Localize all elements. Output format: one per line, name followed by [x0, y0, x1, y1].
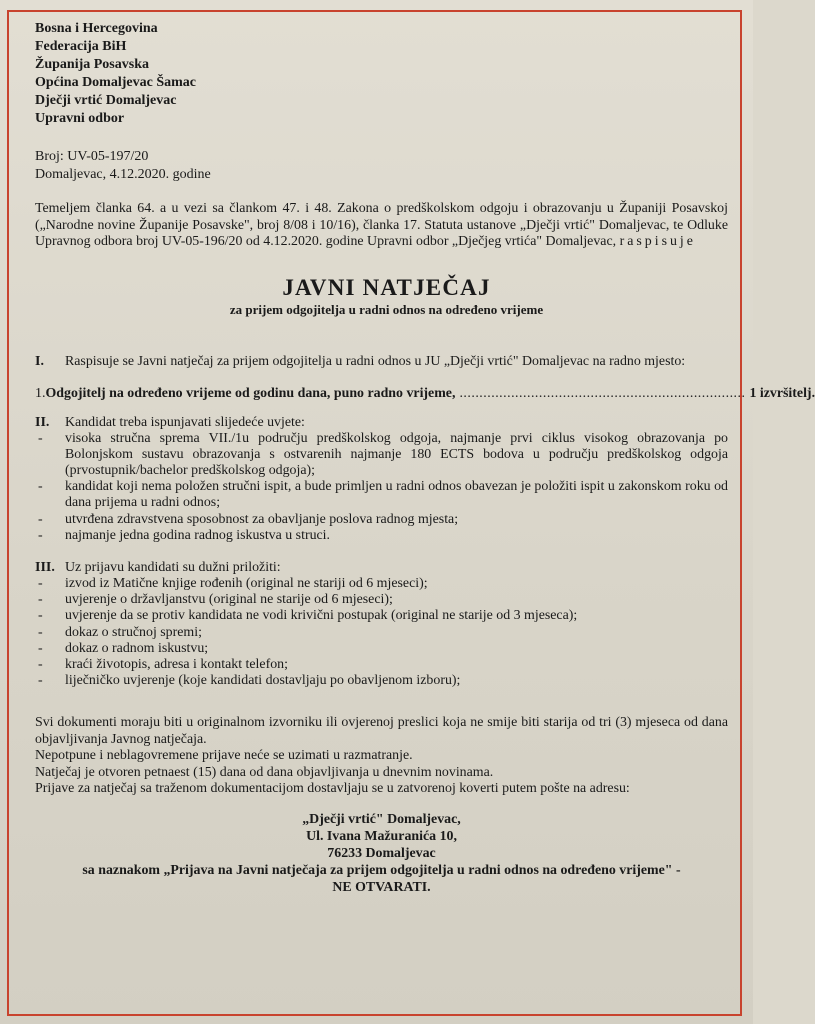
issuer-line: Upravni odbor	[35, 111, 125, 126]
mailing-address	[35, 811, 728, 896]
section-3-intro: Uz prijavu kandidati su dužni priložiti:	[65, 559, 281, 575]
requirement-item: - kandidat koji nema položen stručni ispit, a bude primljen u radni odnos obavezan je položiti ispit u zakonskom roku od dana prijema u radni odnos;	[35, 479, 728, 511]
documents-note: Svi dokumenti moraju biti u originalnom izvorniku ili ovjerenoj preslici koja ne smije biti starija od tri (3) mjeseca od dana objavljivanja Javnog natječaja.	[35, 715, 728, 747]
section-1-mark: I.	[35, 353, 44, 369]
section-1-text: Raspisuje se Javni natječaj za prijem odgojitelja u radni odnos u JU „Dječji vrtić" Domaljevac na radno mjesto:	[65, 353, 686, 369]
public-notice	[7, 10, 815, 1016]
open-period-note: Natječaj je otvoren petnaest (15) dana od dana objavljivanja u dnevnim novinama.	[35, 764, 494, 780]
attachment-item: - dokaz o stručnoj spremi;	[35, 625, 728, 641]
attachment-item: - liječničko uvjerenje (koje kandidati dostavljaju po obavljenom izboru);	[35, 673, 728, 689]
notice-subtitle: za prijem odgojitelja u radni odnos na određeno vrijeme	[229, 301, 544, 317]
section-3-mark: III.	[35, 559, 55, 575]
position-leader-dots: ........................................................................	[459, 385, 746, 401]
attachment-item: - kraći životopis, adresa i kontakt telefon;	[35, 657, 728, 673]
reference-block	[35, 148, 728, 184]
attachments-list	[35, 576, 728, 689]
closing-notes	[35, 715, 728, 798]
section-1	[35, 354, 728, 370]
submission-note: Prijave za natječaj sa traženom dokumentacijom dostavljaju se u zatvorenoj koverti putem pošte na adresu:	[35, 781, 630, 797]
requirements-list	[35, 431, 728, 544]
position-count: 1 izvršitelj.	[749, 385, 815, 401]
envelope-marking: sa naznakom „Prijava na Javni natječaja za prijem odgojitelja u radni odnos na određeno vrijeme" -	[82, 862, 681, 878]
issuer-line: Dječji vrtić Domaljevac	[35, 93, 177, 108]
section-3-heading	[35, 560, 728, 576]
issuer-line: Federacija BiH	[35, 39, 127, 54]
position-title: Odgojitelj na određeno vrijeme od godinu dana, puno radno vrijeme,	[45, 385, 456, 401]
attachment-item: - uvjerenje o državljanstvu (original ne starije od 6 mjeseci);	[35, 592, 728, 608]
notice-title: JAVNI NATJEČAJ	[282, 274, 491, 300]
position-mark: 1.	[35, 385, 46, 401]
section-2-intro: Kandidat treba ispunjavati slijedeće uvjete:	[65, 414, 305, 430]
issuer-line: Općina Domaljevac Šamac	[35, 75, 196, 90]
issuer-line: Županija Posavska	[35, 57, 149, 72]
requirement-item: - utvrđena zdravstvena sposobnost za obavljanje poslova radnog mjesta;	[35, 512, 728, 528]
preamble-text: Temeljem članka 64. a u vezi sa člankom 47. i 48. Zakona o predškolskom odgoju i obrazovanju u Županiji Posavskoj („Narodne novine Županije Posavske", broj 8/08 i 10/16), članka 17. Statuta ustanove „Dječji vrtić" Domaljevac, te Odluke Upravnog odbora broj UV-05-196/20 od 4.12.2020. godine Upravni odbor „Dječjeg vrtića" Domaljevac,	[35, 201, 728, 249]
address-street: Ul. Ivana Mažuranića 10,	[306, 828, 457, 844]
attachment-item: - uvjerenje da se protiv kandidata ne vodi krivični postupak (original ne starije od 3 mjeseca);	[35, 608, 728, 624]
reference-place-date: Domaljevac, 4.12.2020. godine	[35, 167, 211, 182]
preamble-emphasis: raspisuje	[619, 234, 696, 249]
preamble	[35, 201, 728, 251]
incomplete-note: Nepotpune i neblagovremene prijave neće se uzimati u razmatranje.	[35, 748, 413, 764]
issuer-block	[35, 20, 728, 128]
address-city: 76233 Domaljevac	[327, 845, 436, 861]
issuer-line: Bosna i Hercegovina	[35, 21, 158, 36]
reference-number: Broj: UV-05-197/20	[35, 149, 149, 164]
do-not-open-warning: NE OTVARATI.	[332, 879, 431, 895]
address-name: „Dječji vrtić" Domaljevac,	[302, 811, 461, 827]
attachment-item: - izvod iz Matične knjige rođenih (original ne stariji od 6 mjeseci);	[35, 576, 728, 592]
section-2-mark: II.	[35, 414, 50, 430]
section-2-heading	[35, 415, 728, 431]
requirement-item: - visoka stručna sprema VII./1u području predškolskog odgoja, najmanje prvi ciklus visokog obrazovanja po Bolonjskom sustavu obrazovanja s ostvarenih najmanje 180 ECTS bodova u području predškolskog odgoja (prvostupnik/bachelor predškolskog odgoja);	[35, 431, 728, 480]
attachment-item: - dokaz o radnom iskustvu;	[35, 641, 728, 657]
position-row	[35, 385, 815, 402]
requirement-item: - najmanje jedna godina radnog iskustva u struci.	[35, 528, 728, 544]
